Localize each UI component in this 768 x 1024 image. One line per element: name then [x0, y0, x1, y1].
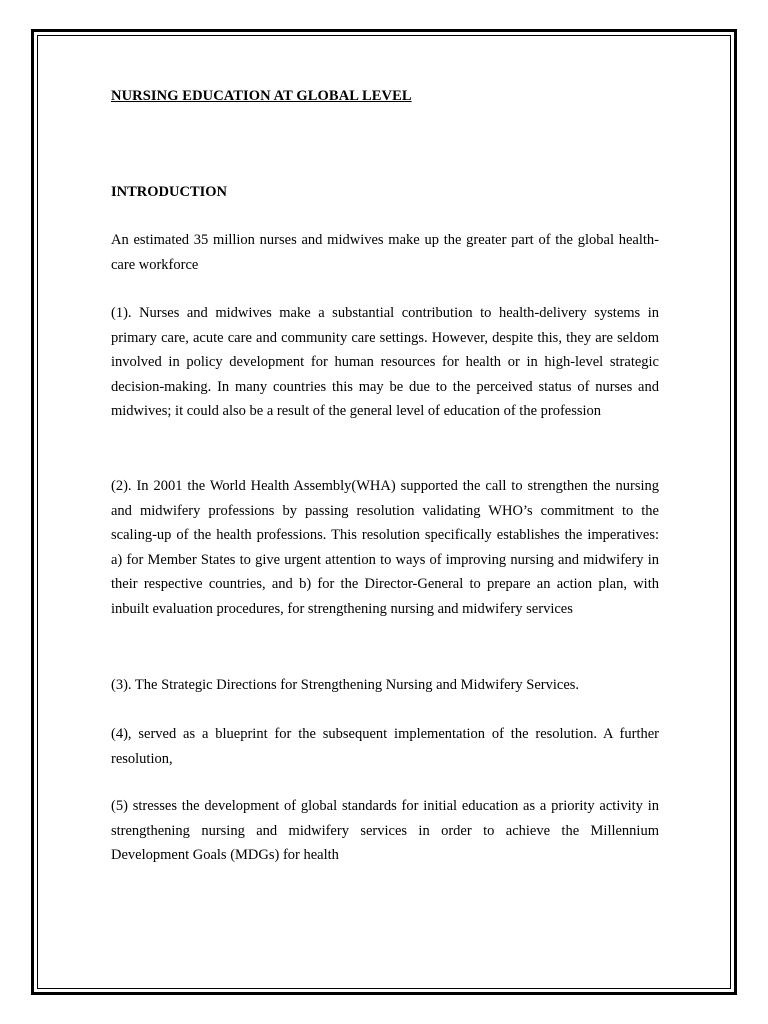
- document-body: [111, 84, 659, 864]
- paragraph-5: (5) stresses the development of global standards for initial education as a priority activity in strengthening nursing and midwifery services in order to achieve the Millennium Development Goals (MDGs) for health: [111, 798, 659, 864]
- document-title: NURSING EDUCATION AT GLOBAL LEVEL: [111, 88, 412, 104]
- paragraph-3: (3). The Strategic Directions for Strengthening Nursing and Midwifery Services.: [111, 677, 580, 693]
- section-heading-introduction: INTRODUCTION: [111, 184, 228, 200]
- paragraph-4: (4), served as a blueprint for the subsequent implementation of the resolution. A further resolution,: [111, 726, 659, 767]
- paragraph-2: (2). In 2001 the World Health Assembly(WHA) supported the call to strengthen the nursing and midwifery professions by passing resolution validating WHO’s commitment to the scaling-up of the health professions. This resolution specifically establishes the imperatives: a) for Member States to give urgent attention to ways of improving nursing and midwifery in their respective countries, and b) for the Director-General to prepare an action plan, with inbuilt evaluation procedures, for strengthening nursing and midwifery services: [111, 478, 659, 617]
- paragraph-intro: An estimated 35 million nurses and midwives make up the greater part of the global health-care workforce: [111, 232, 659, 273]
- paragraph-1: (1). Nurses and midwives make a substantial contribution to health-delivery systems in primary care, acute care and community care settings. However, despite this, they are seldom involved in policy development for human resources for health or in high-level strategic decision-making. In many countries this may be due to the perceived status of nurses and midwives; it could also be a result of the general level of education of the profession: [111, 305, 659, 420]
